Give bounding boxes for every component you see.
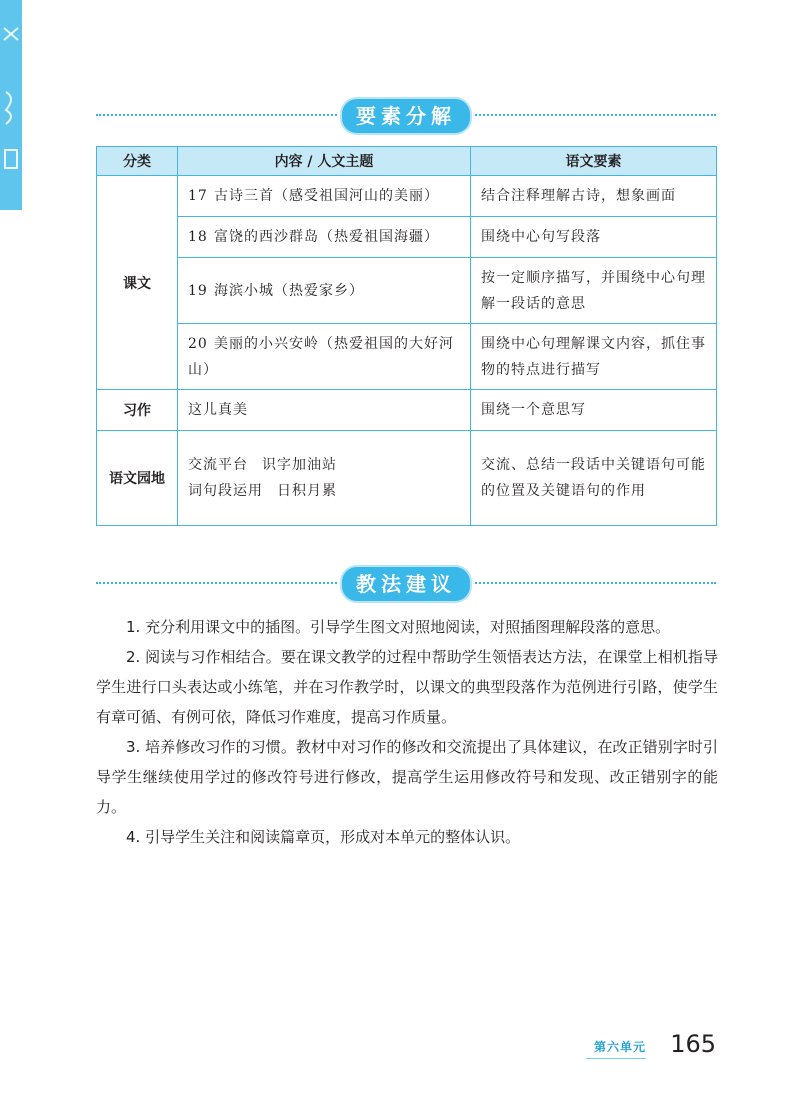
table-row	[97, 431, 717, 526]
lesson-number: 17	[188, 188, 208, 204]
table-header-row	[97, 147, 717, 176]
lesson-title: 富饶的西沙群岛（热爱祖国海疆）	[214, 229, 439, 245]
suggestion-paragraph: 4. 引导学生关注和阅读篇章页，形成对本单元的整体认识。	[126, 828, 521, 846]
page-number: 165	[670, 1030, 716, 1058]
garden-item: 识字加油站	[262, 457, 337, 473]
unit-label: 第六单元	[593, 1040, 646, 1054]
unit-underline	[586, 1058, 646, 1059]
lesson-number: 18	[188, 229, 208, 245]
section-title-badge: 要素分解	[340, 97, 472, 135]
page-footer	[516, 1030, 716, 1064]
category-garden: 语文园地	[97, 431, 178, 526]
garden-item: 交流平台	[188, 457, 248, 473]
garden-line-1	[188, 452, 460, 478]
lesson-element: 围绕中心句写段落	[471, 217, 717, 258]
lesson-element: 按一定顺序描写，并围绕中心句理解一段话的意思	[471, 258, 717, 324]
section-heading-teaching	[96, 563, 716, 603]
lesson-title: 美丽的小兴安岭（热爱祖国的大好河山）	[188, 335, 454, 378]
category-texts: 课文	[97, 176, 178, 390]
lesson-element: 结合注释理解古诗，想象画面	[471, 176, 717, 217]
header-element: 语文要素	[471, 147, 717, 176]
section-title-badge: 教法建议	[340, 565, 472, 603]
table-row	[97, 390, 717, 431]
header-category: 分类	[97, 147, 178, 176]
writing-content: 这儿真美	[178, 390, 471, 431]
table-row	[97, 217, 717, 258]
teaching-suggestions	[96, 612, 718, 852]
elements-table	[96, 146, 717, 526]
suggestion-paragraph: 2. 阅读与习作相结合。要在课文教学的过程中帮助学生领悟表达方法，在课堂上相机指导学生进行口头表达或小练笔，并在习作教学时，以课文的典型段落作为范例进行引路，使学生有章可循、有例可依，降低习作难度，提高习作质量。	[96, 648, 718, 726]
lesson-number: 19	[188, 282, 208, 299]
lesson-title: 古诗三首（感受祖国河山的美丽）	[214, 188, 439, 204]
garden-item: 词句段运用	[188, 483, 263, 499]
garden-element: 交流、总结一段话中关键语句可能的位置及关键语句的作用	[471, 431, 717, 526]
garden-content	[178, 431, 471, 526]
table-row	[97, 324, 717, 390]
table-row	[97, 176, 717, 217]
garden-line-2	[188, 478, 460, 504]
lesson-content	[178, 258, 471, 324]
decorative-edge-strip	[0, 0, 22, 210]
lesson-content	[178, 324, 471, 390]
category-writing: 习作	[97, 390, 178, 431]
section-heading-elements	[96, 95, 716, 135]
header-content: 内容 / 人文主题	[178, 147, 471, 176]
lesson-content	[178, 217, 471, 258]
suggestion-paragraph: 1. 充分利用课文中的插图。引导学生图文对照地阅读，对照插图理解段落的意思。	[126, 618, 671, 636]
lesson-content	[178, 176, 471, 217]
table-row	[97, 258, 717, 324]
lesson-element: 围绕中心句理解课文内容，抓住事物的特点进行描写	[471, 324, 717, 390]
suggestion-paragraph: 3. 培养修改习作的习惯。教材中对习作的修改和交流提出了具体建议，在改正错别字时引导学生继续使用学过的修改符号进行修改，提高学生运用修改符号和发现、改正错别字的能力。	[96, 738, 718, 816]
garden-item: 日积月累	[277, 483, 337, 499]
writing-element: 围绕一个意思写	[471, 390, 717, 431]
lesson-number: 20	[188, 335, 208, 352]
lesson-title: 海滨小城（热爱家乡）	[214, 282, 364, 299]
edge-ornament-icon	[0, 0, 22, 210]
